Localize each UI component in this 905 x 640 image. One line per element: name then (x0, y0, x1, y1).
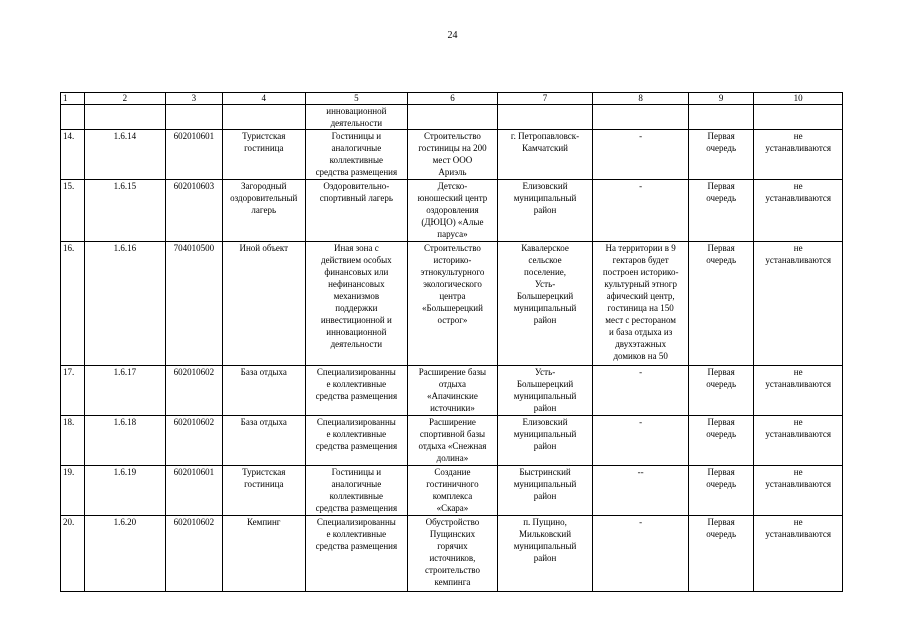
table-row (61, 516, 843, 592)
table-cell: -- (593, 466, 689, 516)
table-cell: Строительство гостиницы на 200 мест ООО Ариэль (408, 130, 498, 180)
table-cell (754, 105, 843, 130)
continuation-row (61, 105, 843, 130)
table-cell: 1.6.20 (85, 516, 166, 592)
table-cell: - (593, 366, 689, 416)
table-row (61, 130, 843, 180)
table-cell: Создание гостиничного комплекса «Скара» (408, 466, 498, 516)
column-number: 9 (688, 93, 753, 105)
column-number: 10 (754, 93, 843, 105)
table-cell (61, 105, 85, 130)
table-cell: не устанавливаются (754, 466, 843, 516)
table-cell: 1.6.19 (85, 466, 166, 516)
table-cell: - (593, 130, 689, 180)
column-number: 7 (497, 93, 593, 105)
table-cell: не устанавливаются (754, 516, 843, 592)
table-cell (85, 105, 166, 130)
table-cell: Первая очередь (688, 130, 753, 180)
table-cell: База отдыха (223, 366, 306, 416)
table-cell: Первая очередь (688, 516, 753, 592)
table-cell: 704010500 (165, 242, 222, 366)
table-row (61, 180, 843, 242)
table-cell: Загородный оздоровительный лагерь (223, 180, 306, 242)
table-cell: инновационной деятельности (305, 105, 408, 130)
table-row (61, 366, 843, 416)
table-cell: - (593, 180, 689, 242)
column-number: 2 (85, 93, 166, 105)
table-cell: Специализированны е коллективные средства размещения (305, 416, 408, 466)
table-cell: не устанавливаются (754, 416, 843, 466)
table-cell: не устанавливаются (754, 130, 843, 180)
table-cell: 1.6.14 (85, 130, 166, 180)
column-number: 3 (165, 93, 222, 105)
column-number: 8 (593, 93, 689, 105)
table-row (61, 242, 843, 366)
table-cell (223, 105, 306, 130)
table-cell: 1.6.15 (85, 180, 166, 242)
row-number: 18. (61, 416, 85, 466)
table-row (61, 466, 843, 516)
table-cell: Расширение спортивной базы отдыха «Снежная долина» (408, 416, 498, 466)
table-cell: 602010602 (165, 516, 222, 592)
table-cell: 602010602 (165, 366, 222, 416)
table-cell: Туристская гостиница (223, 466, 306, 516)
page-number: 24 (447, 30, 458, 41)
table-cell: Туристская гостиница (223, 130, 306, 180)
table-cell: Кемпинг (223, 516, 306, 592)
table-cell (688, 105, 753, 130)
table-cell: - (593, 416, 689, 466)
table-cell: Строительство историко- этнокультурного экологического центра «Большерецкий острог» (408, 242, 498, 366)
table-cell: Елизовский муниципальный район (497, 416, 593, 466)
column-number: 6 (408, 93, 498, 105)
table-cell: 602010603 (165, 180, 222, 242)
table-cell: Обустройство Пущинских горячих источников, строительство кемпинга (408, 516, 498, 592)
table-cell: Первая очередь (688, 466, 753, 516)
table-cell: 1.6.18 (85, 416, 166, 466)
table-cell: Первая очередь (688, 180, 753, 242)
column-number: 5 (305, 93, 408, 105)
table-cell: не устанавливаются (754, 242, 843, 366)
table-cell (593, 105, 689, 130)
facilities-table (60, 92, 843, 592)
table-cell: На территории в 9 гектаров будет построен историко- культурный этногр афический центр, гостиница на 150 мест с рестораном и база отдыха из двухэтажных домиков на 50 (593, 242, 689, 366)
table-cell: не устанавливаются (754, 180, 843, 242)
table-cell: Первая очередь (688, 416, 753, 466)
table-cell: п. Пущино, Мильковский муниципальный район (497, 516, 593, 592)
table-cell: Гостиницы и аналогичные коллективные средства размещения (305, 130, 408, 180)
table-cell (497, 105, 593, 130)
table-cell: Специализированны е коллективные средства размещения (305, 366, 408, 416)
column-number: 1 (61, 93, 85, 105)
table-cell: Усть- Большерецкий муниципальный район (497, 366, 593, 416)
row-number: 17. (61, 366, 85, 416)
table-cell: 1.6.17 (85, 366, 166, 416)
row-number: 20. (61, 516, 85, 592)
column-number: 4 (223, 93, 306, 105)
row-number: 15. (61, 180, 85, 242)
table-cell: Расширение базы отдыха «Апачинские источники» (408, 366, 498, 416)
table-cell: Иной объект (223, 242, 306, 366)
table-cell: Оздоровительно- спортивный лагерь (305, 180, 408, 242)
table-row (61, 416, 843, 466)
row-number: 16. (61, 242, 85, 366)
table-cell (165, 105, 222, 130)
table-cell: г. Петропавловск- Камчатский (497, 130, 593, 180)
table-cell: 602010601 (165, 130, 222, 180)
table-cell: Детско- юношеский центр оздоровления (ДЮЦО) «Алые паруса» (408, 180, 498, 242)
column-number-row (61, 93, 843, 105)
table-cell: 1.6.16 (85, 242, 166, 366)
table-cell: Иная зона с действием особых финансовых или нефинансовых механизмов поддержки инвестиционной и инновационной деятельности (305, 242, 408, 366)
table-cell: Специализированны е коллективные средства размещения (305, 516, 408, 592)
row-number: 14. (61, 130, 85, 180)
table-cell: Елизовский муниципальный район (497, 180, 593, 242)
table-cell: Кавалерское сельское поселение, Усть- Большерецкий муниципальный район (497, 242, 593, 366)
table-cell: - (593, 516, 689, 592)
table-cell: Гостиницы и аналогичные коллективные средства размещения (305, 466, 408, 516)
table-cell: 602010601 (165, 466, 222, 516)
table-cell: База отдыха (223, 416, 306, 466)
table-cell: Первая очередь (688, 242, 753, 366)
table-cell: 602010602 (165, 416, 222, 466)
table-cell: Быстринский муниципальный район (497, 466, 593, 516)
table-cell (408, 105, 498, 130)
table-cell: Первая очередь (688, 366, 753, 416)
table-cell: не устанавливаются (754, 366, 843, 416)
row-number: 19. (61, 466, 85, 516)
